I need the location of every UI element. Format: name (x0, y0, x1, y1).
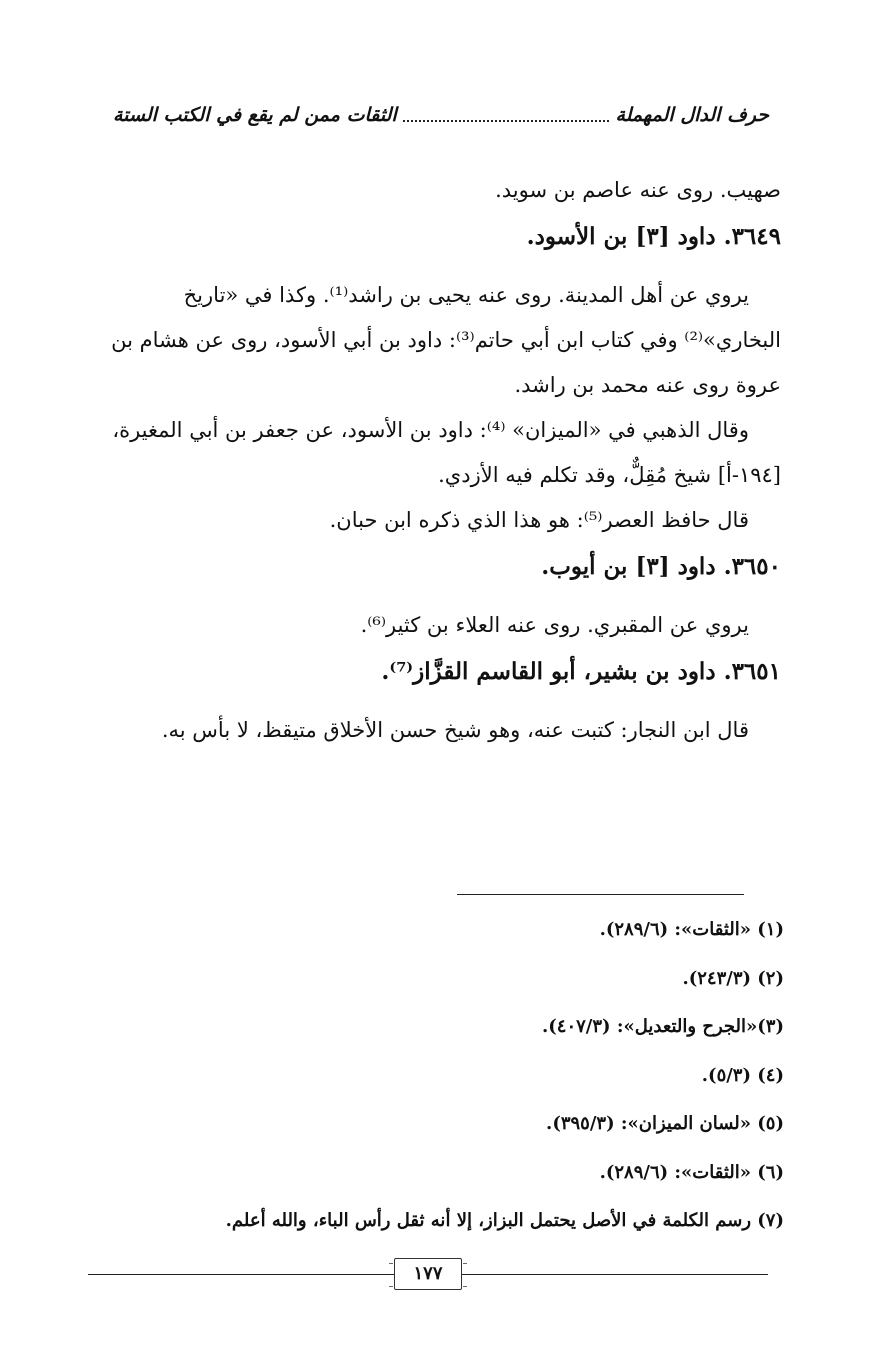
text-line: قال حافظ العصر⁽⁵⁾: هو هذا الذي ذكره ابن حبان. (329, 508, 749, 532)
footnote-4: (٤) (٥/٣). (701, 1064, 784, 1086)
text-line: قال ابن النجار: كتبت عنه، وهو شيخ حسن الأخلاق متيقظ، لا بأس به. (161, 718, 749, 742)
text-line: يروي عن أهل المدينة. روى عنه يحيى بن راشد⁽¹⁾. وكذا في «تاريخ (183, 283, 749, 307)
text-line: عروة روى عنه محمد بن راشد. (514, 373, 781, 397)
text-line: البخاري»⁽²⁾ وفي كتاب ابن أبي حاتم⁽³⁾: داود بن أبي الأسود، روى عن هشام بن (111, 328, 781, 352)
text-line: يروي عن المقبري. روى عنه العلاء بن كثير⁽⁶⁾. (360, 613, 749, 637)
page-footer (88, 1262, 768, 1286)
footnotes (104, 906, 784, 1246)
entry-heading-3651: ٣٦٥١. داود بن بشير، أبو القاسم القزَّاز⁽⁷⁾. (381, 658, 781, 685)
page-number: ١٧٧ (394, 1258, 462, 1290)
footnote-1: (١) «الثقات»: (٢٨٩/٦). (599, 919, 784, 940)
header-book-title: الثقات ممن لم يقع في الكتب الستة (113, 104, 397, 126)
entry-heading-3650: ٣٦٥٠. داود [٣] بن أيوب. (541, 553, 781, 580)
text-line: وقال الذهبي في «الميزان» ⁽⁴⁾: داود بن الأسود، عن جعفر بن أبي المغيرة، (112, 418, 749, 442)
entry-heading-3649: ٣٦٤٩. داود [٣] بن الأسود. (526, 223, 781, 250)
footnote-2: (٢) (٢٤٣/٣). (682, 967, 784, 989)
footnote-3: (٣)«الجرح والتعديل»: (٤٠٧/٣). (542, 1016, 784, 1037)
header-chapter-title: حرف الدال المهملة (615, 104, 769, 126)
footnote-5: (٥) «لسان الميزان»: (٣٩٥/٣). (546, 1113, 784, 1134)
footnote-6: (٦) «الثقات»: (٢٨٩/٦). (599, 1161, 784, 1183)
running-header (113, 100, 769, 130)
main-text (101, 168, 781, 753)
text-line: صهيب. روى عنه عاصم بن سويد. (495, 178, 781, 202)
text-line: [١٩٤-أ] شيخ مُقِلٌّ، وقد تكلم فيه الأزدي. (438, 463, 781, 487)
footnote-7: (٧) رسم الكلمة في الأصل يحتمل البزاز، إلا أنه ثقل رأس الباء، والله أعلم. (225, 1210, 784, 1231)
header-dot-leader (403, 120, 610, 122)
footnote-separator (457, 894, 744, 895)
